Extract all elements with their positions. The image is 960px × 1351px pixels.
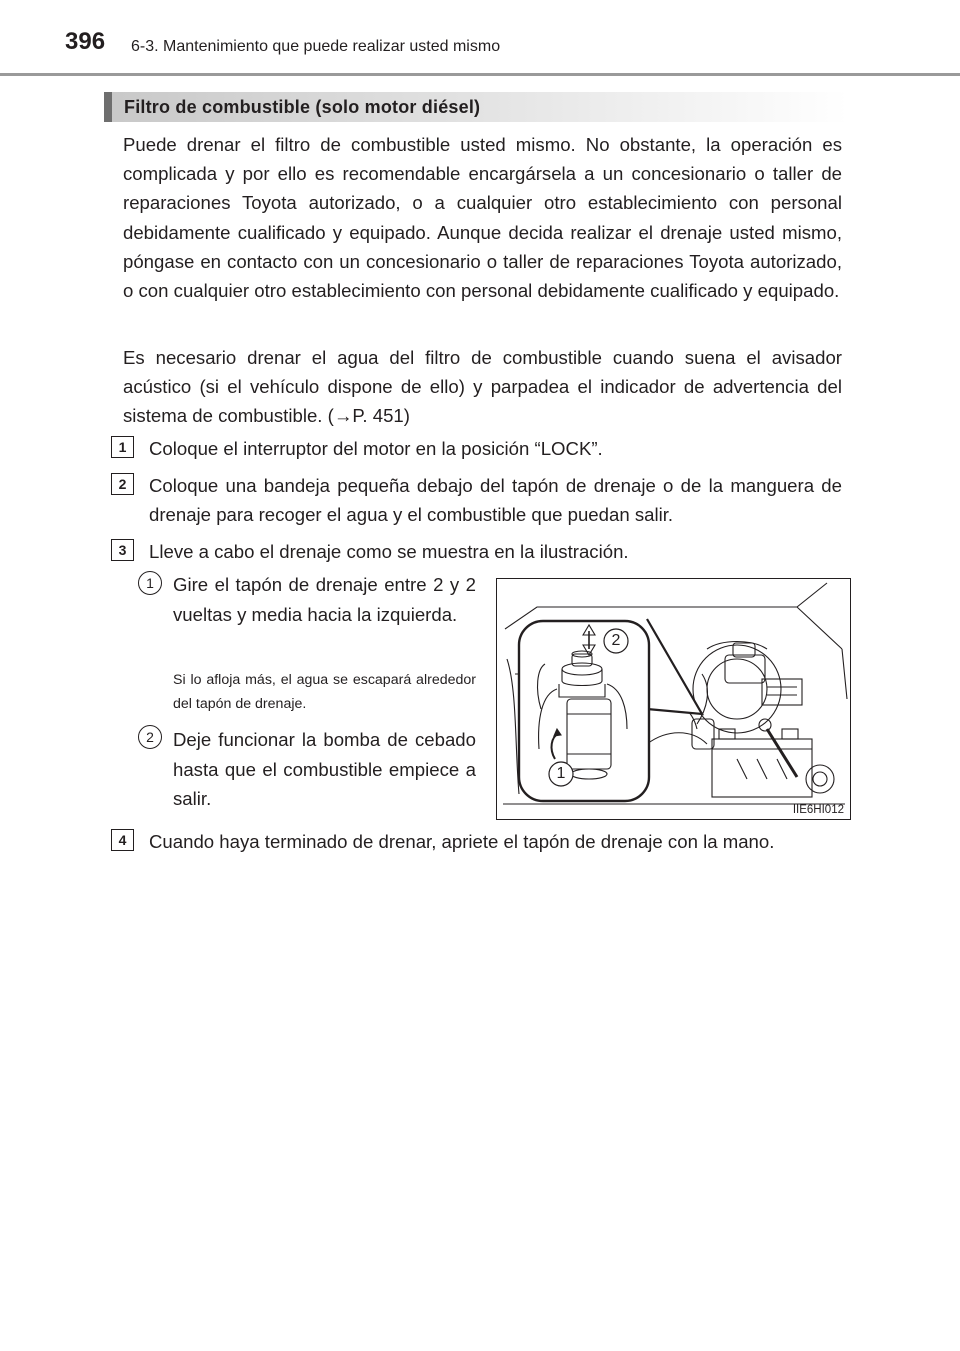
engine-drawing (497, 579, 850, 819)
substep-1-text: Gire el tapón de drenaje entre 2 y 2 vueltas y media hacia la izquierda. (173, 574, 476, 625)
section-accent (104, 92, 112, 122)
engine-fuel-filter-illustration (496, 578, 851, 820)
illustration-code: IIE6HI012 (792, 804, 844, 816)
callout-label-1: 1 (556, 765, 566, 782)
step-number-box: 1 (111, 436, 134, 458)
step-number-box: 2 (111, 473, 134, 495)
callout-label-2: 2 (611, 632, 621, 649)
step-number-box: 3 (111, 539, 134, 561)
step-text: Cuando haya terminado de drenar, apriete el tapón de drenaje con la mano. (149, 831, 775, 852)
warning-paragraph: Es necesario drenar el agua del filtro de combustible cuando suena el avisador acústico (si el vehículo dispone de ello) y parpadea el indicador de advertencia del sistema de combustible. (→P. 451) (123, 347, 842, 427)
page-header (0, 0, 960, 80)
chapter-title: 6-3. Mantenimiento que puede realizar usted mismo (131, 38, 501, 55)
step-text: Coloque una bandeja pequeña debajo del tapón de drenaje o de la manguera de drenaje para recoger el agua y el combustible que puedan salir. (149, 475, 842, 526)
step-text: Coloque el interruptor del motor en la posición “LOCK”. (149, 438, 603, 459)
intro-paragraph: Puede drenar el filtro de combustible usted mismo. No obstante, la operación es complicada y por ello es recomendable encargársela a un concesionario o taller de reparaciones Toyota autorizado, o a cualquier otro establecimiento con personal debidamente cualificado y equipado. Aunque decida realizar el drenaje usted mismo, póngase en contacto con un concesionario o taller de reparaciones Toyota autorizado, o con cualquier otro establecimiento con personal debidamente cualificado y equipado. (123, 134, 842, 302)
section-heading-bar (104, 92, 848, 122)
substep-number-circle: 1 (138, 571, 162, 595)
substep-1-note: Si lo afloja más, el agua se escapará alrededor del tapón de drenaje. (173, 672, 476, 712)
section-title: Filtro de combustible (solo motor diésel) (124, 97, 481, 117)
substep-2-text: Deje funcionar la bomba de cebado hasta que el combustible empiece a salir. (173, 729, 476, 809)
step-number-box: 4 (111, 829, 134, 851)
step-text: Lleve a cabo el drenaje como se muestra en la ilustración. (149, 541, 629, 562)
substep-number-circle: 2 (138, 725, 162, 749)
page-number: 396 (65, 28, 106, 55)
header-rule (0, 73, 960, 76)
